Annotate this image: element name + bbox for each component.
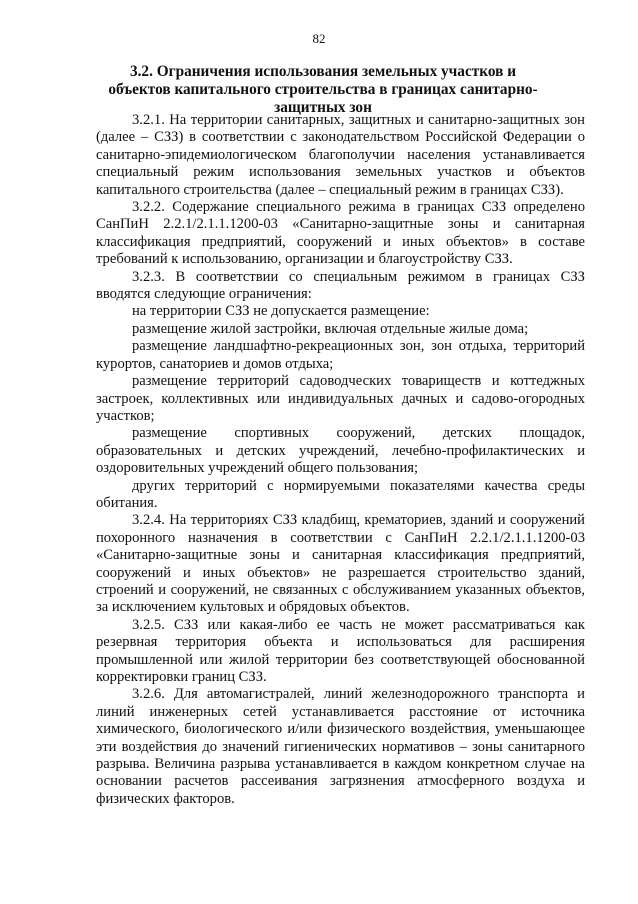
page-number: 82: [312, 31, 326, 46]
restrictions-intro: на территории СЗЗ не допускается размещение:: [132, 303, 430, 320]
restriction-item: размещение территорий садоводческих товариществ и коттеджных застроек, коллективных или индивидуальных дачных и садово-огородных участков;: [96, 373, 585, 424]
restriction-item: размещение жилой застройки, включая отдельные жилые дома;: [132, 320, 529, 337]
document-body: [96, 112, 585, 808]
paragraph-3-2-5: 3.2.5. СЗЗ или какая-либо ее часть не может рассматриваться как резервная территория объекта и использоваться для расширения промышленной или жилой территории без соответствующей обоснованной корректировки границ СЗЗ.: [96, 616, 585, 685]
section-heading: 3.2. Ограничения использования земельных участков и объектов капитального строительства в границах санитарно-защитных зон: [108, 63, 538, 116]
paragraph-3-2-2: 3.2.2. Содержание специального режима в границах СЗЗ определено СанПиН 2.2.1/2.1.1.1200-03 «Санитарно-защитные зоны и санитарная классификация предприятий, сооружений и иных объектов» в составе требований к использованию, организации и благоустройству СЗЗ.: [96, 199, 585, 268]
paragraph-3-2-4: 3.2.4. На территориях СЗЗ кладбищ, крематориев, зданий и сооружений похоронного назначения в соответствии с СанПиН 2.2.1/2.1.1.1200-03 «Санитарно-защитные зоны и санитарная классификация предприятий, сооружений и иных объектов» не разрешается строительство зданий, строений и сооружений, не связанных с обслуживанием указанных объектов, за исключением культовых и обрядовых объектов.: [96, 512, 585, 616]
paragraph-3-2-1: 3.2.1. На территории санитарных, защитных и санитарно-защитных зон (далее – СЗЗ) в соответствии с законодательством Российской Федерации о санитарно-эпидемиологическом благополучии населения устанавливается специальный режим использования земельных участков и объектов капитального строительства (далее – специальный режим в границах СЗЗ).: [96, 112, 585, 198]
restriction-item: других территорий с нормируемыми показателями качества среды обитания.: [96, 477, 585, 511]
paragraph-3-2-6: 3.2.6. Для автомагистралей, линий железнодорожного транспорта и линий инженерных сетей устанавливается расстояние от источника химического, биологического и/или физического воздействия, уменьшающее эти воздействия до значений гигиенических нормативов – зоны санитарного разрыва. Величина разрыва устанавливается в каждом конкретном случае на основании расчетов рассеивания загрязнения атмосферного воздуха и физических факторов.: [96, 686, 585, 807]
restriction-item: размещение спортивных сооружений, детских площадок, образовательных и детских учреждений, лечебно-профилактических и оздоровительных учреждений общего пользования;: [96, 425, 585, 477]
restriction-item: размещение ландшафтно-рекреационных зон, зон отдыха, территорий курортов, санаториев и домов отдыха;: [96, 338, 585, 372]
paragraph-3-2-3: 3.2.3. В соответствии со специальным режимом в границах СЗЗ вводятся следующие ограничения:: [96, 268, 585, 303]
